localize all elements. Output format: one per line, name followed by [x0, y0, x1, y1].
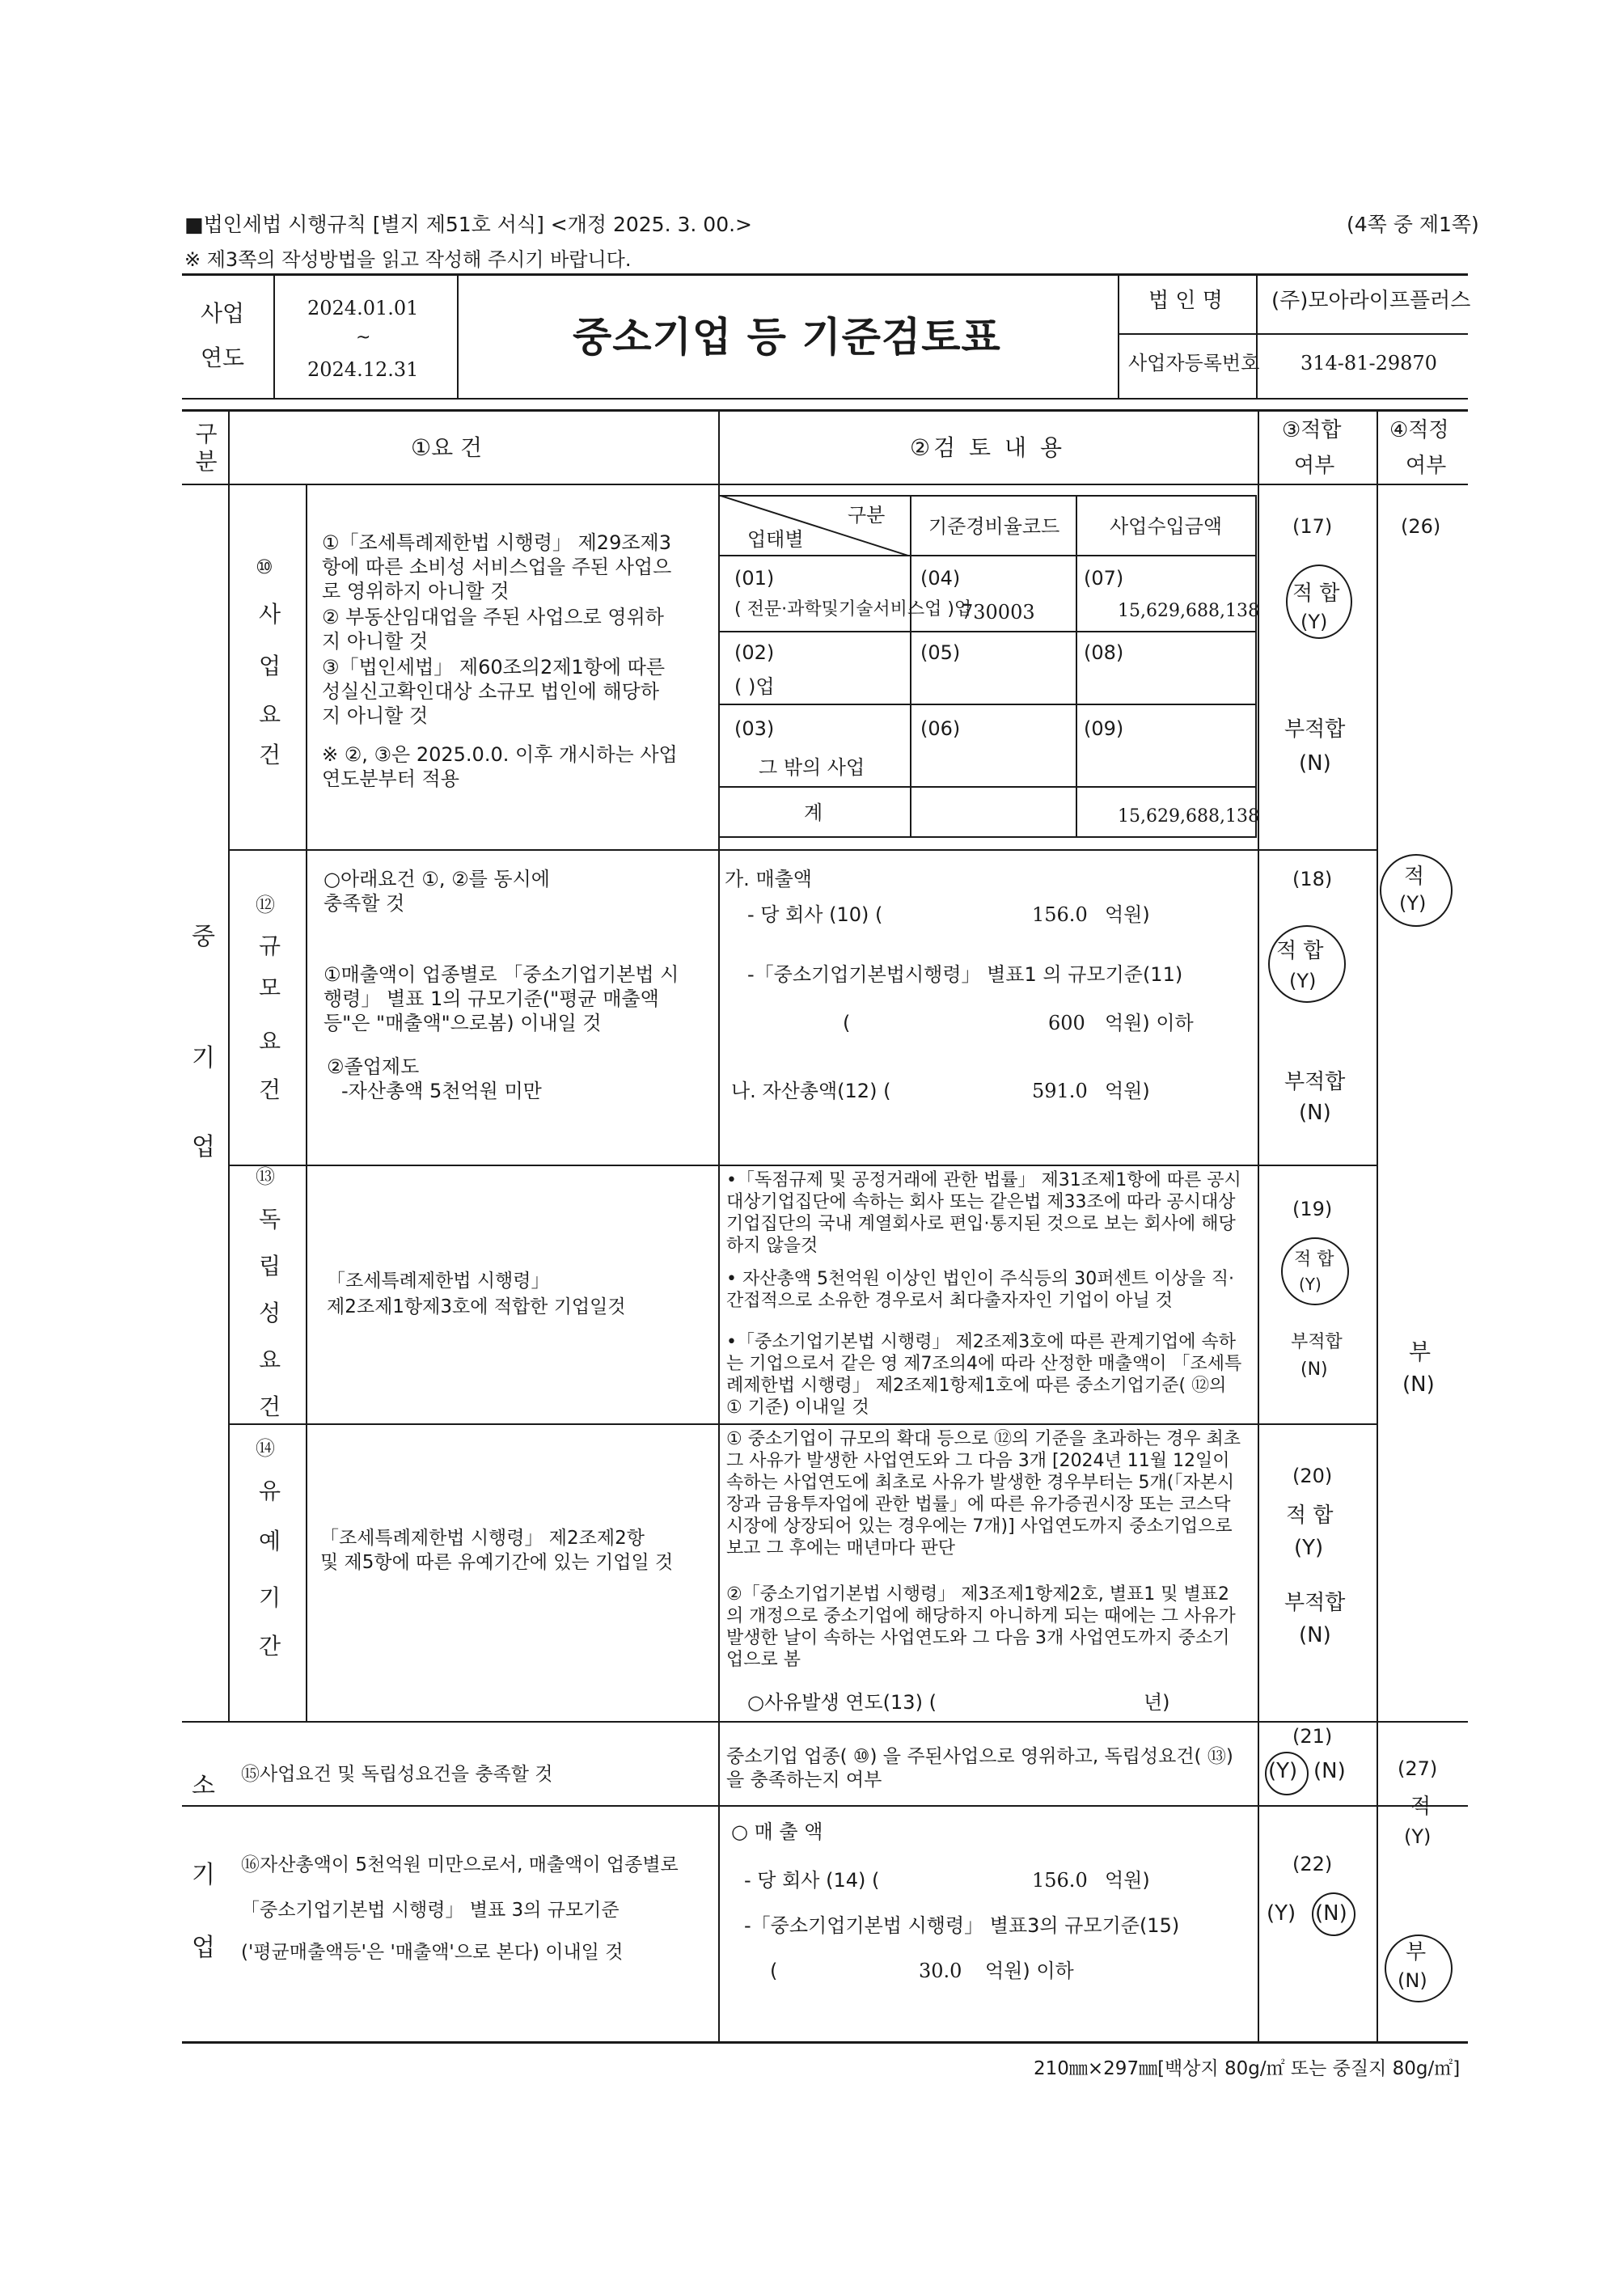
r104-label-3: 기	[259, 1584, 281, 1611]
r106-req-2: 「중소기업기본법 시행령」 별표 3의 규모기준	[241, 1900, 620, 1921]
r103-label-4: 요	[259, 1347, 281, 1373]
r105-req: ⑮사업요건 및 독립성요건을 충족할 것	[241, 1764, 553, 1785]
fiscal-year-label-1: 사업	[201, 300, 245, 327]
corp-name-label: 법 인 명	[1148, 289, 1223, 313]
r104-number: ⑭	[256, 1437, 275, 1460]
r103-fit-yes-2: (Y)	[1299, 1275, 1322, 1294]
r101-number: ⑩	[256, 556, 273, 578]
r102-number: ⑫	[256, 894, 275, 916]
r103-fit-no: (19)	[1292, 1198, 1333, 1220]
r101-req-2: ② 부동산임대업을 주된 사업으로 영위하지 아니할 것	[322, 606, 664, 653]
r103-label-2: 립	[259, 1253, 281, 1279]
r104-rev-1: ① 중소기업이 규모의 확대 등으로 ⑫의 기준을 초과하는 경우 최초 그 사유가 발생한 사업연도와 그 다음 3개 [2024년 11월 12일이 속하는 사업연도에 최초로 사유가 발생한 경우부터는 5개(「자본시장과 금융투자업에 관한 법률」에 따른 유가증권시장 또는 코스닥시장에 상장되어 있는 경우에는 7개)] 사업연도까지 중소기업으로 보고 그 후에는 매년마다 판단	[726, 1429, 1241, 1558]
fiscal-year-label-2: 연도	[201, 345, 245, 371]
r106-company-sales-label: - 당 회사 (14) (	[744, 1869, 880, 1892]
r104-rev-3: ○사유발생 연도(13) (	[747, 1691, 937, 1714]
r104-fit-no-1: 부적합	[1284, 1591, 1346, 1615]
r102-fit-no-2: (N)	[1299, 1101, 1331, 1125]
r101-label-4: 건	[259, 742, 281, 768]
corp-name: (주)모아라이프플러스	[1271, 289, 1471, 313]
r102-company-sales-label: - 당 회사 (10) (	[747, 903, 883, 926]
r103-proper-2: (N)	[1402, 1372, 1435, 1397]
r103-req-2: 제2조제1항제3호에 적합한 기업일것	[327, 1296, 626, 1317]
r106-req-3: ('평균매출액등'은 '매출액'으로 본다) 이내일 것	[241, 1942, 624, 1963]
r103-rev-2: • 자산총액 5천억원 이상인 법인이 주식등의 30퍼센트 이상을 직·간접적으로 소유한 경우로서 최다출자자인 기업이 아닐 것	[726, 1269, 1234, 1311]
row2-code-no: (02)	[734, 641, 775, 664]
r101-label-3: 요	[259, 701, 281, 728]
r101-fit-no-1: 부적합	[1284, 717, 1346, 742]
r101-req-3: ③「법인세법」 제60조의2제1항에 따른 성실신고확인대상 소규모 법인에 해당하지 아니할 것	[322, 656, 666, 727]
r104-fit-no-2: (N)	[1299, 1623, 1331, 1647]
col-fit-header-1: ③적합	[1282, 418, 1342, 442]
r103-req-1: 「조세특례제한법 시행령」	[327, 1271, 550, 1292]
page-title: 중소기업 등 기준검토표	[573, 314, 1001, 361]
col-review-header: ②검 토 내 용	[910, 434, 1065, 461]
sme-label-1: 중	[192, 923, 215, 951]
r104-req-2: 및 제5항에 따른 유예기간에 있는 기업일 것	[320, 1552, 674, 1573]
row1-amt-no: (07)	[1084, 567, 1124, 590]
row3-code-no: (03)	[734, 717, 775, 740]
r106-company-sales-unit: 억원)	[1105, 1869, 1150, 1892]
r102-company-sales-unit: 억원)	[1105, 903, 1150, 926]
r103-proper-1: 부	[1409, 1338, 1432, 1365]
r102-fit-yes-1: 적 합	[1276, 939, 1324, 963]
r102-size-standard-value: 600	[1048, 1012, 1085, 1034]
r102-size-standard-label: -「중소기업기본법시행령」 별표1 의 규모기준(11)	[747, 963, 1183, 986]
r102-size-open: (	[843, 1012, 851, 1034]
r105-proper-1: 적	[1410, 1795, 1432, 1819]
r102-label-4: 건	[259, 1076, 281, 1103]
r105-y: (Y)	[1268, 1759, 1298, 1783]
r101-fit-yes-1: 적 합	[1292, 581, 1340, 606]
r101-label-1: 사	[259, 601, 281, 628]
r103-label-1: 독	[259, 1206, 281, 1233]
row3-std-no: (06)	[920, 717, 961, 740]
r102-req-1: ○아래요건 ①, ②를 동시에 충족할 것	[324, 868, 550, 915]
r106-y: (Y)	[1267, 1901, 1296, 1926]
r102-req-4: -자산총액 5천억원 미만	[341, 1080, 542, 1102]
r102-req-3: ②졸업제도	[327, 1055, 420, 1078]
r102-fit-no-1: 부적합	[1284, 1070, 1346, 1094]
h-std-code: 기준경비율코드	[928, 515, 1060, 538]
small-label-1: 소	[192, 1772, 215, 1800]
r104-req-1: 「조세특례제한법 시행령」 제2조제2항	[320, 1528, 645, 1549]
r104-label-2: 예	[259, 1528, 281, 1554]
r102-size-standard-unit: 억원) 이하	[1105, 1012, 1194, 1034]
h-income: 사업수입금액	[1110, 515, 1223, 538]
r106-fit-no: (22)	[1292, 1853, 1333, 1875]
fiscal-tilde: ~	[356, 328, 371, 348]
form-reference: ■법인세법 시행규칙 [별지 제51호 서식] <개정 2025. 3. 00.>	[184, 213, 752, 236]
r101-req-note: ※ ②, ③은 2025.0.0. 이후 개시하는 사업연도분부터 적용	[322, 743, 678, 790]
r102-company-sales-value: 156.0	[1032, 903, 1088, 926]
r104-label-1: 유	[259, 1478, 281, 1504]
r105-proper-4: (N)	[1398, 1969, 1427, 1992]
biz-no-label: 사업자등록번호	[1128, 352, 1260, 374]
r105-fit-no: (21)	[1292, 1725, 1333, 1748]
r105-proper-3: 부	[1406, 1940, 1427, 1964]
r102-fit-yes-2: (Y)	[1289, 970, 1317, 992]
r106-size-open: (	[770, 1960, 778, 1982]
r106-rev-a: ○ 매 출 액	[731, 1820, 823, 1843]
biz-no: 314-81-29870	[1300, 352, 1437, 374]
col-proper-header-1: ④적정	[1389, 418, 1449, 442]
col-proper-header-2: 여부	[1406, 454, 1447, 478]
fiscal-start-date: 2024.01.01	[307, 297, 419, 319]
row3-type: 그 밖의 사업	[759, 756, 865, 779]
r105-rev: 중소기업 업종( ⑩) 을 주된사업으로 영위하고, 독립성요건( ⑬) 을 충족하는지 여부	[726, 1746, 1233, 1791]
r106-size-standard-value: 30.0	[919, 1960, 962, 1982]
r105-proper-no: (27)	[1398, 1757, 1438, 1780]
h-type-bottom: 업태별	[747, 528, 804, 551]
r102-assets-unit: 억원)	[1105, 1080, 1150, 1102]
small-label-3: 업	[192, 1934, 215, 1962]
r102-label-2: 모	[259, 975, 281, 1001]
small-label-2: 기	[192, 1861, 215, 1889]
r103-fit-yes-1: 적 합	[1294, 1249, 1334, 1270]
r105-n: (N)	[1313, 1759, 1346, 1783]
fiscal-end-date: 2024.12.31	[307, 358, 419, 381]
r106-size-standard-label: -「중소기업기본법 시행령」 별표3의 규모기준(15)	[744, 1914, 1180, 1937]
r104-rev-2: ②「중소기업기본법 시행령」 제3조제1항제2호, 별표1 및 별표2의 개정으로 중소기업에 해당하지 아니하게 되는 때에는 그 사유가 발생한 날이 속하는 사업연도와 그 다음 3개 사업연도까지 중소기업으로 봄	[726, 1584, 1236, 1670]
r104-fit-yes-1: 적 합	[1286, 1503, 1334, 1528]
r102-proper-2: (Y)	[1399, 892, 1427, 915]
r103-fit-no-1: 부적합	[1291, 1332, 1343, 1352]
r106-n: (N)	[1315, 1901, 1347, 1926]
row1-type: ( 전문·과학및기술서비스업 )업	[734, 599, 972, 619]
col-category-header: 구분	[195, 421, 218, 475]
r102-label-1: 규	[259, 932, 281, 959]
total-amount: 15,629,688,138	[1118, 806, 1259, 827]
paper-spec: 210㎜×297㎜[백상지 80g/㎡ 또는 중질지 80g/㎡]	[1034, 2058, 1461, 2079]
col-fit-header-2: 여부	[1294, 454, 1335, 478]
r102-assets-label: 나. 자산총액(12) (	[731, 1080, 891, 1102]
r101-label-2: 업	[259, 653, 281, 679]
r103-label-3: 성	[259, 1300, 281, 1326]
r102-proper-1: 적	[1404, 865, 1425, 889]
r103-fit-no-2: (N)	[1300, 1359, 1328, 1380]
col-requirement-header: ①요 건	[411, 434, 483, 461]
r101-req-1: ①「조세특례제한법 시행령」 제29조제3항에 따른 소비성 서비스업을 주된 사업으로 영위하지 아니할 것	[322, 531, 672, 603]
r102-rev-a: 가. 매출액	[725, 868, 812, 890]
page-indicator: (4쪽 중 제1쪽)	[1347, 213, 1479, 236]
row2-type: ( )업	[734, 675, 775, 698]
row2-amt-no: (08)	[1084, 641, 1124, 664]
r106-req-1: ⑯자산총액이 5천억원 미만으로서, 매출액이 업종별로	[241, 1854, 679, 1875]
r106-company-sales-value: 156.0	[1032, 1869, 1088, 1892]
row3-amt-no: (09)	[1084, 717, 1124, 740]
sme-label-3: 업	[192, 1133, 215, 1161]
r102-label-3: 요	[259, 1028, 281, 1055]
r103-fit-circle	[1281, 1237, 1349, 1305]
r102-req-2: ①매출액이 업종별로 「중소기업기본법 시행령」 별표 1의 규모기준("평균 매출액등"은 "매출액"으로봄) 이내일 것	[324, 963, 679, 1034]
instructions-note: ※ 제3쪽의 작성방법을 읽고 작성해 주시기 바랍니다.	[184, 248, 632, 271]
r102-assets-value: 591.0	[1032, 1080, 1088, 1102]
sme-label-2: 기	[192, 1044, 215, 1072]
r103-rev-3: •「중소기업기본법 시행령」 제2조제3호에 따른 관계기업에 속하는 기업으로서 같은 영 제7조의4에 따라 산정한 매출액이 「조세특례제한법 시행령」 제2조제1항제1호에 따른 중소기업기준( ⑫의 ① 기준) 이내일 것	[726, 1332, 1242, 1418]
r103-rev-1: •「독점규제 및 공정거래에 관한 법률」 제31조제1항에 따른 공시대상기업집단에 속하는 회사 또는 같은법 제33조에 따라 공시대상기업집단의 국내 계열회사로 편입·통지된 것으로 보는 회사에 해당하지 않을것	[726, 1170, 1241, 1256]
r104-fit-yes-2: (Y)	[1294, 1536, 1324, 1560]
r103-label-5: 건	[259, 1393, 281, 1420]
total-label: 계	[804, 801, 823, 824]
row1-amount: 15,629,688,138	[1118, 601, 1259, 621]
row1-std-code: 730003	[961, 601, 1035, 624]
r103-number: ⑬	[256, 1165, 275, 1188]
r104-label-4: 간	[259, 1633, 281, 1660]
r101-fit-yes-2: (Y)	[1300, 611, 1328, 633]
r104-fit-no: (20)	[1292, 1465, 1333, 1487]
r101-fit-no-2: (N)	[1299, 751, 1331, 776]
r105-proper-2: (Y)	[1404, 1825, 1432, 1848]
r101-fit-no: (17)	[1292, 515, 1333, 538]
r101-proper-no: (26)	[1401, 515, 1441, 538]
h-type-top: 구분	[848, 504, 886, 526]
row1-code-no: (01)	[734, 567, 775, 590]
r102-fit-no: (18)	[1292, 868, 1333, 890]
r104-rev-3-unit: 년)	[1144, 1691, 1170, 1714]
row2-std-no: (05)	[920, 641, 961, 664]
r106-size-standard-unit: 억원) 이하	[985, 1960, 1074, 1982]
row1-std-no: (04)	[920, 567, 961, 590]
